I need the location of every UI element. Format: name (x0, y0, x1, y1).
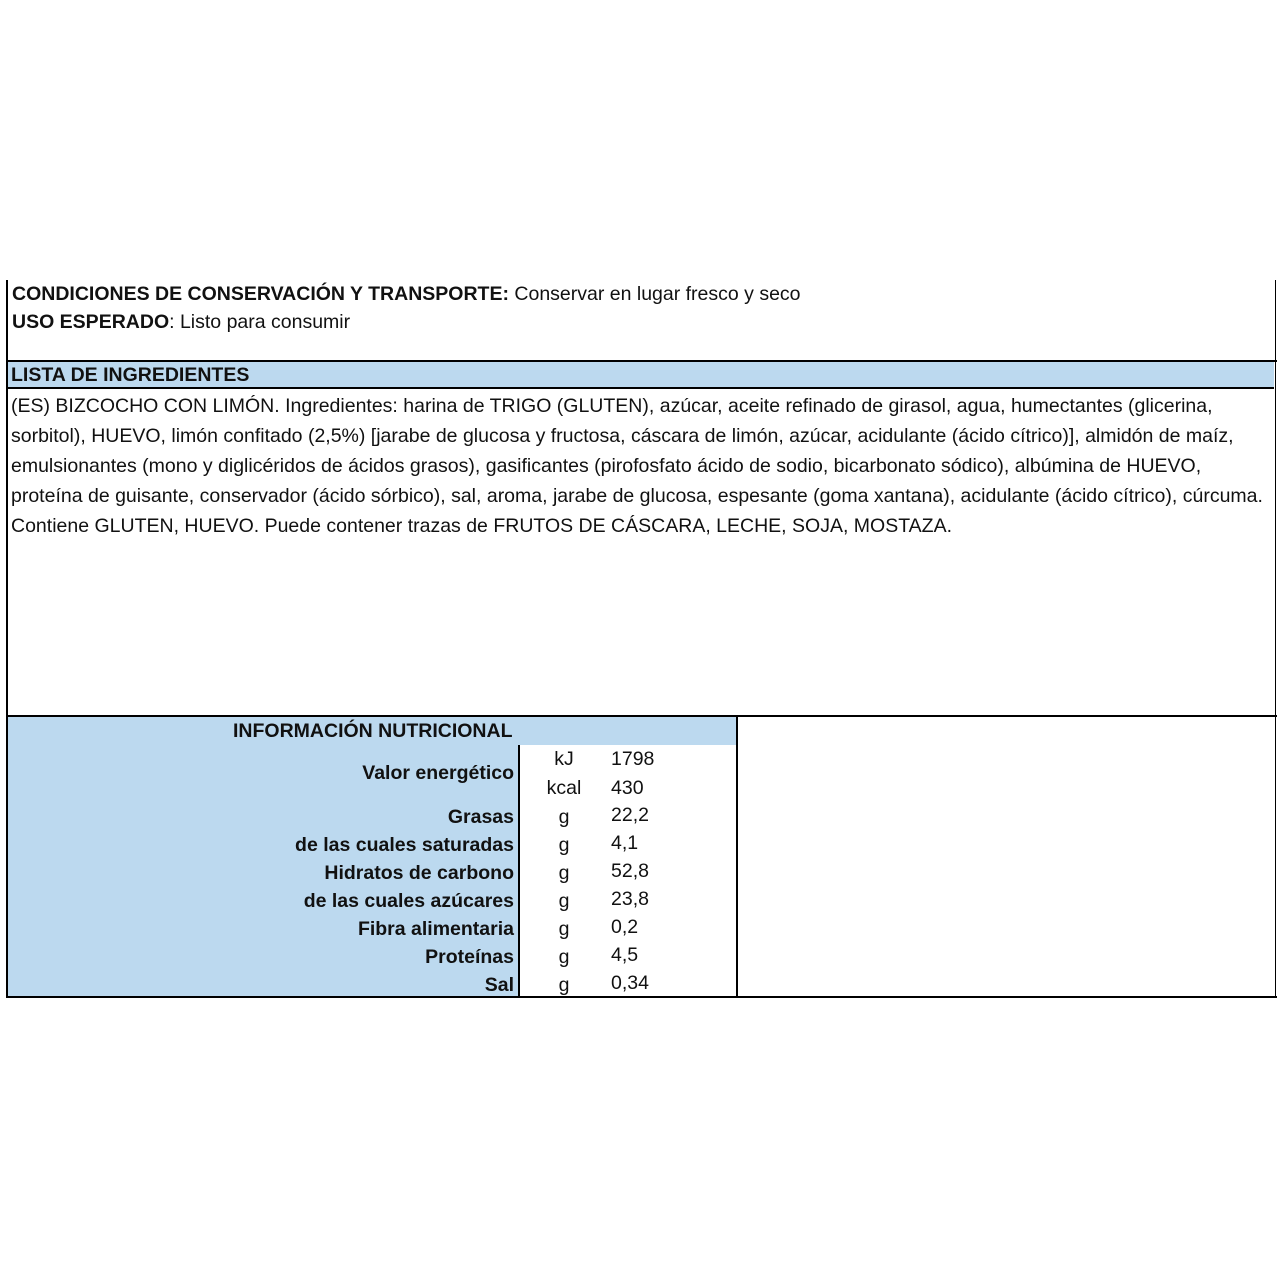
conservation-label: CONDICIONES DE CONSERVACIÓN Y TRANSPORTE: (12, 283, 509, 305)
conservation-value: Conservar en lugar fresco y seco (508, 283, 801, 305)
unit-proteinas: g (558, 946, 570, 968)
nutrition-table (8, 717, 738, 996)
unit-saturadas: g (558, 834, 570, 856)
unit-kcal: kcal (546, 777, 582, 799)
row-label-sal: Sal (484, 974, 514, 996)
intended-use-line (12, 308, 1272, 336)
unit-grasas: g (558, 806, 570, 828)
value-kcal: 430 (611, 777, 644, 799)
conditions-block (12, 280, 1272, 336)
intended-use-label: USO ESPERADO (12, 311, 170, 333)
value-hidratos: 52,8 (611, 860, 649, 882)
product-spec-sheet (6, 280, 1276, 998)
unit-azucares: g (558, 890, 570, 912)
nutrition-values-column (608, 745, 736, 996)
value-grasas: 22,2 (611, 804, 649, 826)
unit-sal: g (558, 974, 570, 996)
unit-hidratos: g (558, 862, 570, 884)
row-label-hidratos: Hidratos de carbono (324, 862, 514, 884)
ingredients-heading: LISTA DE INGREDIENTES (8, 362, 1274, 389)
row-label-grasas: Grasas (447, 806, 514, 828)
unit-kj: kJ (554, 748, 574, 770)
intended-use-value: : Listo para consumir (169, 311, 351, 333)
row-label-proteinas: Proteínas (425, 946, 514, 968)
value-sal: 0,34 (611, 972, 649, 994)
row-label-fibra: Fibra alimentaria (357, 918, 514, 940)
divider (6, 996, 1277, 998)
value-kj: 1798 (611, 748, 655, 770)
nutrition-units-column (518, 745, 610, 996)
conservation-line (12, 280, 1272, 308)
nutrition-labels-column (8, 747, 518, 996)
energy-label: Valor energético (362, 762, 514, 784)
nutrition-heading-bar (8, 717, 736, 747)
value-azucares: 23,8 (611, 888, 649, 910)
value-saturadas: 4,1 (611, 832, 639, 854)
value-fibra: 0,2 (611, 916, 639, 938)
row-label-azucares: de las cuales azúcares (303, 890, 514, 912)
value-proteinas: 4,5 (611, 944, 639, 966)
unit-fibra: g (558, 918, 570, 940)
row-label-saturadas: de las cuales saturadas (295, 834, 514, 856)
nutrition-heading: INFORMACIÓN NUTRICIONAL (233, 720, 513, 742)
ingredients-text: (ES) BIZCOCHO CON LIMÓN. Ingredientes: harina de TRIGO (GLUTEN), azúcar, aceite refinado de girasol, agua, humectantes (glicerina, sorbitol), HUEVO, limón confitado (2,5%) [jarabe de glucosa y fructosa, cáscara de limón, azúcar, acidulante (ácido cítrico)], almidón de maíz, emulsionantes (mono y diglicéridos de ácidos grasos), gasificantes (pirofosfato ácido de sodio, bicarbonato sódico), albúmina de HUEVO, proteína de guisante, conservador (ácido sórbico), sal, aroma, jarabe de glucosa, espesante (goma xantana), acidulante (ácido cítrico), cúrcuma. Contiene GLUTEN, HUEVO. Puede contener trazas de FRUTOS DE CÁSCARA, LECHE, SOJA, MOSTAZA. (11, 395, 1263, 537)
